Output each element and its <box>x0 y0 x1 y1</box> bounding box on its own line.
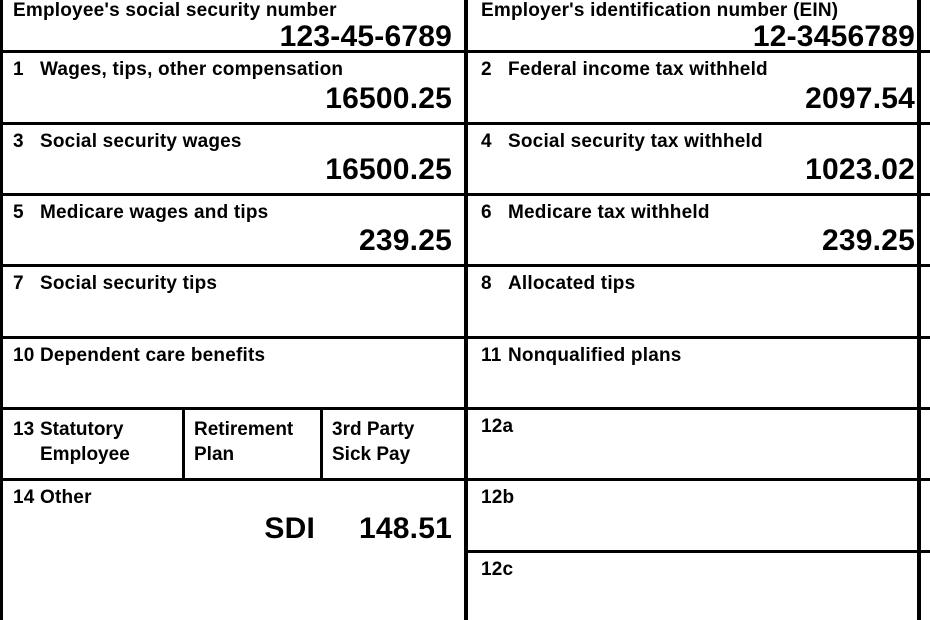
box-4-ss-tax-cell <box>468 125 930 196</box>
box-3-number: 3 <box>13 131 24 152</box>
box-6-medicare-tax-cell <box>468 196 930 267</box>
box-12c-cell <box>468 553 930 620</box>
box-12c-label: 12c <box>481 559 514 580</box>
box-12a-cell <box>468 410 930 481</box>
box-10-dependent-care-cell <box>0 339 464 410</box>
box-8-label: Allocated tips <box>508 273 636 294</box>
box-1-number: 1 <box>13 59 24 80</box>
box-4-number: 4 <box>481 131 492 152</box>
employer-ein-cell <box>468 0 930 53</box>
box-11-nonqualified-plans-cell <box>468 339 930 410</box>
box-2-federal-tax-cell <box>468 53 930 125</box>
box-12a-label: 12a <box>481 416 514 437</box>
box-11-label: Nonqualified plans <box>508 345 682 366</box>
box-4-value: 1023.02 <box>805 153 915 186</box>
w2-right-column <box>468 0 930 620</box>
box-5-medicare-wages-cell <box>0 196 464 267</box>
box-13-statutory-line2: Employee <box>40 444 130 465</box>
box-13-retirement-line1: Retirement <box>194 419 294 440</box>
box-13-checkboxes-cell <box>0 410 464 481</box>
box-6-value: 239.25 <box>822 224 915 257</box>
box-8-allocated-tips-cell <box>468 267 930 339</box>
box-13-number: 13 <box>13 419 35 440</box>
box-3-ss-wages-cell <box>0 125 464 196</box>
box-6-label: Medicare tax withheld <box>508 202 710 223</box>
box-14-label: Other <box>40 487 92 508</box>
box-13-statutory-employee-cell <box>0 410 185 478</box>
box-1-wages-cell <box>0 53 464 125</box>
employer-ein-label: Employer's identification number (EIN) <box>481 0 839 21</box>
box-2-value: 2097.54 <box>805 82 915 115</box>
box-13-statutory-line1: Statutory <box>40 419 124 440</box>
employee-ssn-value: 123-45-6789 <box>279 20 452 53</box>
box-13-third-party-sick-pay-cell <box>323 410 464 478</box>
box-1-label: Wages, tips, other compensation <box>40 59 344 80</box>
employee-ssn-label: Employee's social security number <box>13 0 337 21</box>
box-3-label: Social security wages <box>40 131 242 152</box>
form-left-border <box>0 0 3 620</box>
box-13-sickpay-line1: 3rd Party <box>332 419 415 440</box>
box-5-label: Medicare wages and tips <box>40 202 269 223</box>
box-7-label: Social security tips <box>40 273 218 294</box>
box-13-retirement-line2: Plan <box>194 444 235 465</box>
box-14-value: 148.51 <box>359 512 452 546</box>
form-right-border <box>917 0 921 620</box>
box-10-label: Dependent care benefits <box>40 345 266 366</box>
box-8-number: 8 <box>481 273 492 294</box>
box-6-number: 6 <box>481 202 492 223</box>
box-1-value: 16500.25 <box>325 82 452 115</box>
box-12b-label: 12b <box>481 487 515 508</box>
box-13-retirement-plan-cell <box>185 410 323 478</box>
box-5-number: 5 <box>13 202 24 223</box>
box-5-value: 239.25 <box>359 224 452 257</box>
box-12b-cell <box>468 481 930 553</box>
box-13-sickpay-line2: Sick Pay <box>332 444 411 465</box>
box-2-number: 2 <box>481 59 492 80</box>
box-10-number: 10 <box>13 345 35 366</box>
box-14-other-cell <box>0 481 464 620</box>
box-3-value: 16500.25 <box>325 153 452 186</box>
employer-ein-value: 12-3456789 <box>752 20 915 53</box>
box-7-number: 7 <box>13 273 24 294</box>
employee-ssn-cell <box>0 0 464 53</box>
box-2-label: Federal income tax withheld <box>508 59 768 80</box>
box-14-code: SDI <box>264 512 316 546</box>
box-11-number: 11 <box>481 345 502 366</box>
box-7-ss-tips-cell <box>0 267 464 339</box>
box-4-label: Social security tax withheld <box>508 131 763 152</box>
box-14-number: 14 <box>13 487 35 508</box>
